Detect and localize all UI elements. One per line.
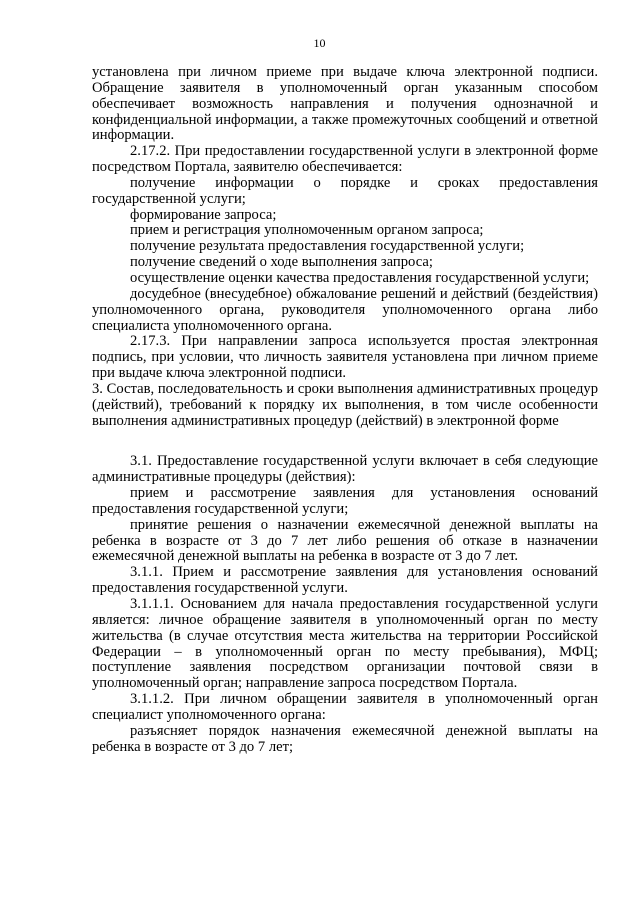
paragraph: формирование запроса; [130, 206, 277, 223]
paragraph: прием и рассмотрение заявления для установления оснований предоставления государственной услуги; [92, 485, 598, 517]
section-gap [92, 429, 598, 454]
paragraph: разъясняет порядок назначения ежемесячной денежной выплаты на ребенка в возрасте от 3 до 7 лет; [92, 722, 598, 755]
paragraph: получение информации о порядке и сроках предоставления государственной услуги; [92, 174, 598, 207]
paragraphs-after-section [92, 454, 598, 755]
paragraph: досудебное (внесудебное) обжалование решений и действий (бездействия) уполномоченного органа, руководителя уполномоченного органа либо специалиста уполномоченного органа. [92, 285, 598, 334]
paragraph: 3.1.1.1. Основанием для начала предоставления государственной услуги является: личное обращение заявителя в уполномоченный орган по месту жительства (в случае отсутствия места жительства на территории Российской Федерации – в уполномоченный орган по месту пребывания), МФЦ; поступление заявления посредством организации почтовой связи в уполномоченный орган; направление запроса посредством Портала. [92, 596, 598, 692]
paragraph: осуществление оценки качества предоставления государственной услуги; [130, 269, 590, 286]
paragraph: 3.1. Предоставление государственной услуги включает в себя следующие административные процедуры (действия): [92, 453, 598, 486]
page-number: 10 [313, 36, 326, 50]
paragraph: получение результата предоставления государственной услуги; [130, 238, 525, 255]
paragraphs-before-section [92, 65, 598, 382]
paragraph: 3.1.1.2. При личном обращении заявителя в уполномоченный орган специалист уполномоченного органа: [92, 691, 598, 723]
paragraph: 2.17.3. При направлении запроса используется простая электронная подпись, при условии, что личность заявителя установлена при личном приеме при выдаче ключа электронной подписи. [92, 333, 598, 382]
paragraph: 3.1.1. Прием и рассмотрение заявления для установления оснований предоставления государственной услуги. [92, 564, 598, 597]
paragraph: 2.17.2. При предоставлении государственной услуги в электронной форме посредством Портала, заявителю обеспечивается: [92, 143, 598, 176]
paragraph: получение сведений о ходе выполнения запроса; [130, 254, 433, 271]
document-body [92, 65, 598, 755]
paragraph: принятие решения о назначении ежемесячной денежной выплаты на ребенка в возрасте от 3 до 7 лет либо решения об отказе в назначении ежемесячной денежной выплаты на ребенка в возрасте от 3 до 7 лет. [92, 516, 598, 565]
paragraph: прием и регистрация уполномоченным органом запроса; [130, 222, 484, 239]
paragraph: установлена при личном приеме при выдаче ключа электронной подписи. Обращение заявителя в уполномоченный орган указанным способом обеспечивает возможность направления и получения однозначной и конфиденциальной информации, а также промежуточных сообщений и ответной информации. [92, 64, 598, 144]
section-heading: 3. Состав, последовательность и сроки выполнения административных процедур (действий), требований к порядку их выполнения, в том числе особенности выполнения административных процедур (действий) в электронной форме [92, 380, 598, 429]
